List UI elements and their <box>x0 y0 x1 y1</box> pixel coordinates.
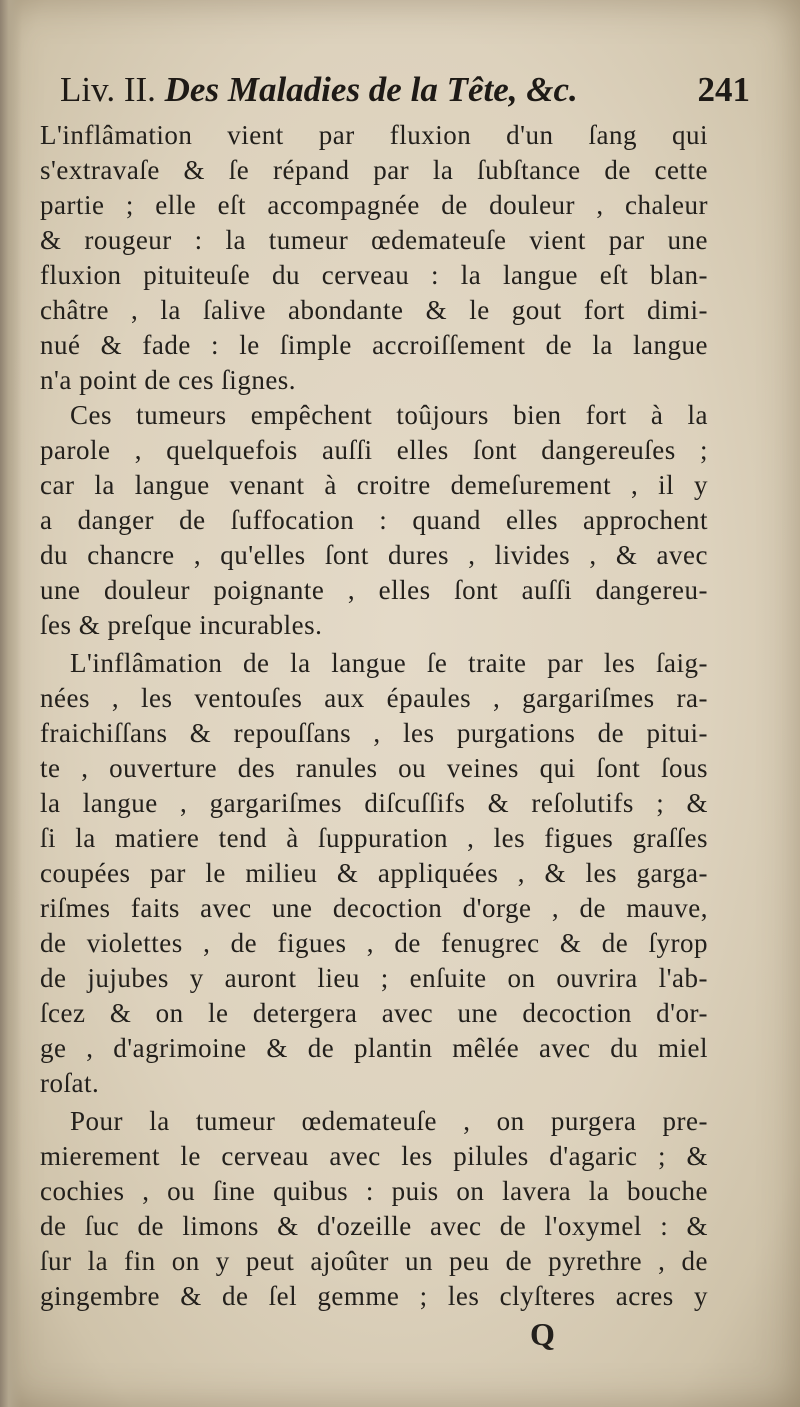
text-line: L'inflâmation vient par fluxion d'un ſang qui <box>40 120 708 150</box>
text-line: coupées par le milieu & appliquées , & les garga- <box>40 858 708 888</box>
book-number: Liv. II. <box>60 70 156 109</box>
text-line: mierement le cerveau avec les pilules d'agaric ; & <box>40 1141 708 1171</box>
text-line: ſur la fin on y peut ajoûter un peu de pyrethre , de <box>40 1246 708 1276</box>
text-line: parole , quelquefois auſſi elles ſont dangereuſes ; <box>40 435 708 465</box>
text-line: ſi la matiere tend à ſuppuration , les figues graſſes <box>40 823 708 853</box>
paragraph-start: Pour la tumeur œdemateuſe , on purgera pre- <box>70 1106 708 1136</box>
text-line: s'extravaſe & ſe répand par la ſubſtance de cette <box>40 155 708 185</box>
text-line: de ſuc de limons & d'ozeille avec de l'oxymel : & <box>40 1211 708 1241</box>
running-head <box>60 68 750 118</box>
text-line: car la langue venant à croitre demeſurement , il y <box>40 470 708 500</box>
text-line: de violettes , de figues , de fenugrec & de ſyrop <box>40 928 708 958</box>
text-line: & rougeur : la tumeur œdemateuſe vient par une <box>40 225 708 255</box>
text-line: fluxion pituiteuſe du cerveau : la langue eſt blan- <box>40 260 708 290</box>
running-head-left <box>60 68 578 112</box>
text-line: châtre , la ſalive abondante & le gout fort dimi- <box>40 295 708 325</box>
page-number: 241 <box>697 70 750 109</box>
text-line: fraichiſſans & repouſſans , les purgations de pitui- <box>40 718 708 748</box>
text-line: gingembre & de ſel gemme ; les clyſteres acres y <box>40 1281 708 1311</box>
text-line: a danger de ſuffocation : quand elles approchent <box>40 505 708 535</box>
text-line: n'a point de ces ſignes. <box>40 365 297 395</box>
catchword: Q <box>530 1316 555 1352</box>
text-line: roſat. <box>40 1068 100 1098</box>
chapter-title: Des Maladies de la Tête, &c. <box>164 70 578 109</box>
page-binding-edge <box>0 0 22 1407</box>
text-line: nué & fade : le ſimple accroiſſement de la langue <box>40 330 708 360</box>
text-line: ſcez & on le detergera avec une decoction d'or- <box>40 998 708 1028</box>
text-line: une douleur poignante , elles ſont auſſi dangereu- <box>40 575 708 605</box>
text-line: de jujubes y auront lieu ; enſuite on ouvrira l'ab- <box>40 963 708 993</box>
text-line: cochies , ou ſine quibus : puis on lavera la bouche <box>40 1176 708 1206</box>
paragraph-start: Ces tumeurs empêchent toûjours bien fort à la <box>70 400 708 430</box>
text-line: partie ; elle eſt accompagnée de douleur , chaleur <box>40 190 708 220</box>
text-line: ge , d'agrimoine & de plantin mêlée avec du miel <box>40 1033 708 1063</box>
text-line: te , ouverture des ranules ou veines qui ſont ſous <box>40 753 708 783</box>
text-line: du chancre , qu'elles ſont dures , livides , & avec <box>40 540 708 570</box>
paragraph-start: L'inflâmation de la langue ſe traite par les ſaig- <box>70 648 708 678</box>
text-line: la langue , gargariſmes diſcuſſifs & reſolutifs ; & <box>40 788 708 818</box>
text-line: riſmes faits avec une decoction d'orge , de mauve, <box>40 893 708 923</box>
text-line: nées , les ventouſes aux épaules , gargariſmes ra- <box>40 683 708 713</box>
text-line: ſes & preſque incurables. <box>40 610 323 640</box>
